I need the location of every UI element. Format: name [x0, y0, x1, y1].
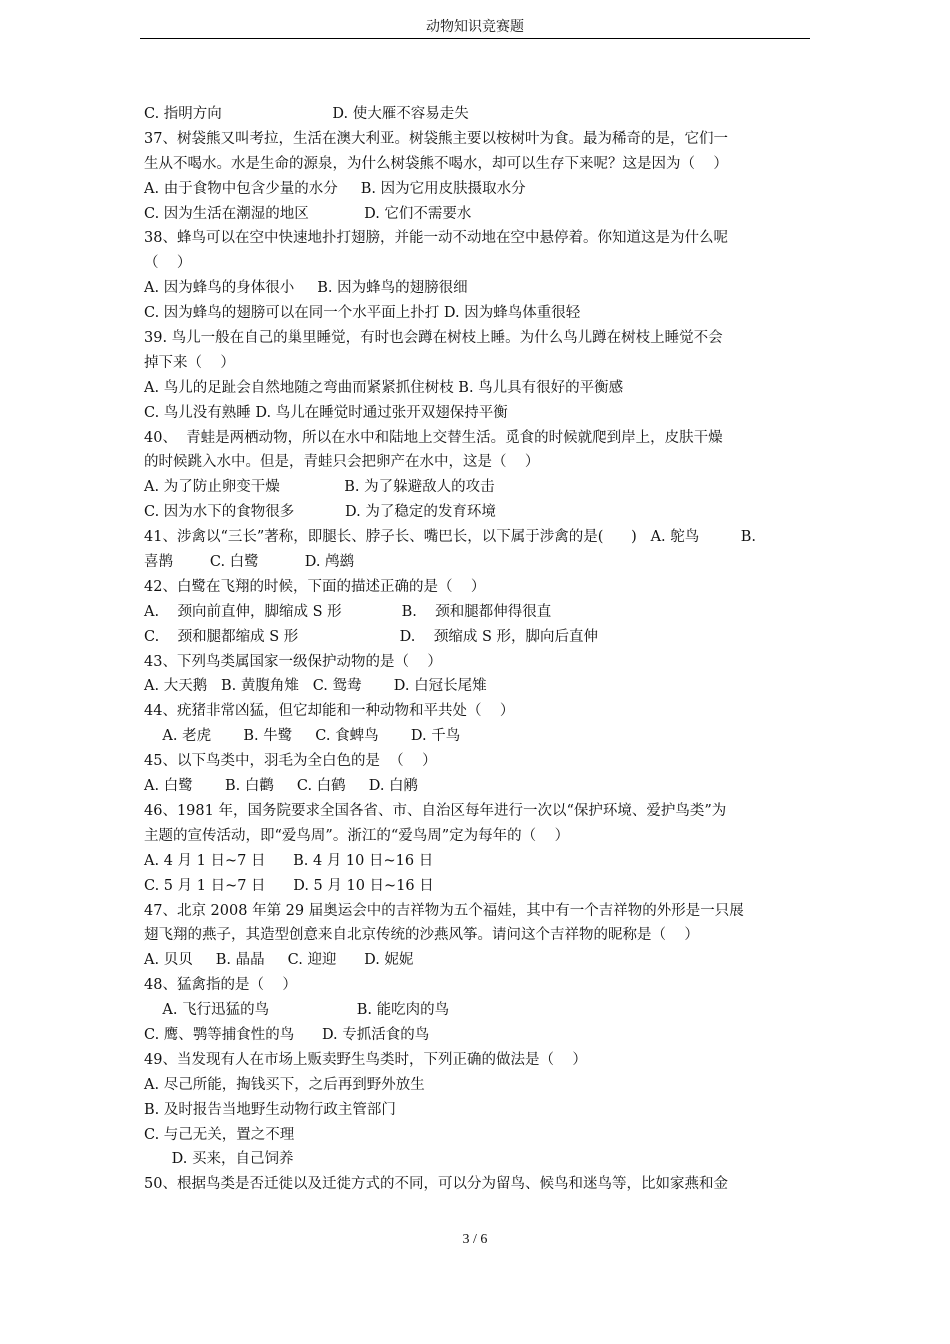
text-line: C. 与己无关，置之不理 [144, 1126, 295, 1143]
text-line: 45、以下鸟类中，羽毛为全白色的是 （ ） [144, 753, 437, 770]
text-line: 48、猛禽指的是（ ） [144, 977, 297, 994]
page-number: 3 / 6 [462, 1232, 488, 1247]
text-line: D. 买来，自己饲养 [144, 1151, 294, 1168]
text-line: C. 鸟儿没有熟睡 D. 鸟儿在睡觉时通过张开双翅保持平衡 [144, 404, 508, 421]
text-line: 生从不喝水。水是生命的源泉，为什么树袋熊不喝水，却可以生存下来呢？这是因为（ ） [144, 155, 728, 172]
page-header [140, 17, 810, 39]
text-line: C. 因为生活在潮湿的地区 D. 它们不需要水 [144, 205, 472, 222]
text-line: 翅飞翔的燕子，其造型创意来自北京传统的沙燕风筝。请问这个吉祥物的昵称是（ ） [144, 927, 699, 944]
text-line: 39. 鸟儿一般在自己的巢里睡觉，有时也会蹲在树枝上睡。为什么鸟儿蹲在树枝上睡觉不会 [144, 330, 723, 347]
text-line: A. 4 月 1 日~7 日 B. 4 月 10 日~16 日 [144, 852, 434, 869]
text-line: A. 大天鹅 B. 黄腹角雉 C. 鸳鸯 D. 白冠长尾雉 [144, 678, 487, 695]
text-line: 喜鹊 C. 白鹭 D. 鸬鹚 [144, 554, 355, 571]
header-title: 动物知识竞赛题 [426, 19, 524, 35]
text-line: A. 贝贝 B. 晶晶 C. 迎迎 D. 妮妮 [144, 952, 414, 969]
text-line: 的时候跳入水中。但是，青蛙只会把卵产在水中，这是（ ） [144, 454, 540, 471]
text-line: A. 因为蜂鸟的身体很小 B. 因为蜂鸟的翅膀很细 [144, 280, 468, 297]
text-line: C. 5 月 1 日~7 日 D. 5 月 10 日~16 日 [144, 877, 434, 894]
text-line: C. 颈和腿都缩成 S 形 D. 颈缩成 S 形，脚向后直伸 [144, 628, 598, 645]
text-line: 44、疣猪非常凶猛，但它却能和一种动物和平共处（ ） [144, 703, 515, 720]
text-line: C. 指明方向 D. 使大雁不容易走失 [144, 106, 469, 122]
text-line: A. 老虎 B. 牛鹭 C. 食蜱鸟 D. 千鸟 [144, 728, 461, 745]
text-line: B. 及时报告当地野生动物行政主管部门 [144, 1101, 396, 1118]
text-line: A. 为了防止卵变干燥 B. 为了躲避敌人的攻击 [144, 479, 495, 496]
text-line: A. 鸟儿的足趾会自然地随之弯曲而紧紧抓住树枝 B. 鸟儿具有很好的平衡感 [144, 379, 624, 396]
text-line: A. 白鹭 B. 白鹳 C. 白鹤 D. 白鹇 [144, 778, 419, 795]
text-line: 38、蜂鸟可以在空中快速地扑打翅膀，并能一动不动地在空中悬停着。你知道这是为什么呢 [144, 230, 728, 247]
text-line: C. 因为蜂鸟的翅膀可以在同一个水平面上扑打 D. 因为蜂鸟体重很轻 [144, 305, 581, 322]
text-line: 47、北京 2008 年第 29 届奥运会中的吉祥物为五个福娃，其中有一个吉祥物的外形是一只展 [144, 902, 744, 919]
text-line: 掉下来（ ） [144, 354, 235, 371]
text-line: 40、 青蛙是两栖动物，所以在水中和陆地上交替生活。觅食的时候就爬到岸上，皮肤干燥 [144, 429, 723, 446]
text-line: 41、涉禽以“三长”著称，即腿长、脖子长、嘴巴长，以下属于涉禽的是( ) A. 鸵鸟 B. [144, 529, 757, 546]
text-line: 主题的宣传活动，即“爱鸟周”。浙江的“爱鸟周”定为每年的（ ） [144, 827, 570, 844]
text-line: 46、1981 年，国务院要求全国各省、市、自治区每年进行一次以“保护环境、爱护鸟类”为 [144, 802, 727, 819]
text-line: 42、白鹭在飞翔的时候，下面的描述正确的是（ ） [144, 578, 486, 595]
text-line: 50、根据鸟类是否迁徙以及迁徙方式的不同，可以分为留鸟、候鸟和迷鸟等，比如家燕和金 [144, 1176, 728, 1193]
text-line: C. 鹰、鹗等捕食性的鸟 D. 专抓活食的鸟 [144, 1026, 430, 1043]
text-line: A. 由于食物中包含少量的水分 B. 因为它用皮肤摄取水分 [144, 180, 526, 197]
text-line: 43、下列鸟类属国家一级保护动物的是（ ） [144, 653, 442, 670]
text-line: 49、当发现有人在市场上贩卖野生鸟类时，下列正确的做法是（ ） [144, 1051, 587, 1068]
text-line: A. 尽己所能，掏钱买下，之后再到野外放生 [144, 1076, 425, 1093]
text-line: C. 因为水下的食物很多 D. 为了稳定的发育环境 [144, 504, 496, 521]
text-line: 37、树袋熊又叫考拉，生活在澳大利亚。树袋熊主要以桉树叶为食。最为稀奇的是，它们一 [144, 130, 728, 147]
text-line: A. 飞行迅猛的鸟 B. 能吃肉的鸟 [144, 1002, 450, 1019]
text-line: A. 颈向前直伸，脚缩成 S 形 B. 颈和腿都伸得很直 [144, 603, 552, 620]
text-line: （ ） [144, 255, 192, 272]
document-body [144, 102, 814, 1197]
